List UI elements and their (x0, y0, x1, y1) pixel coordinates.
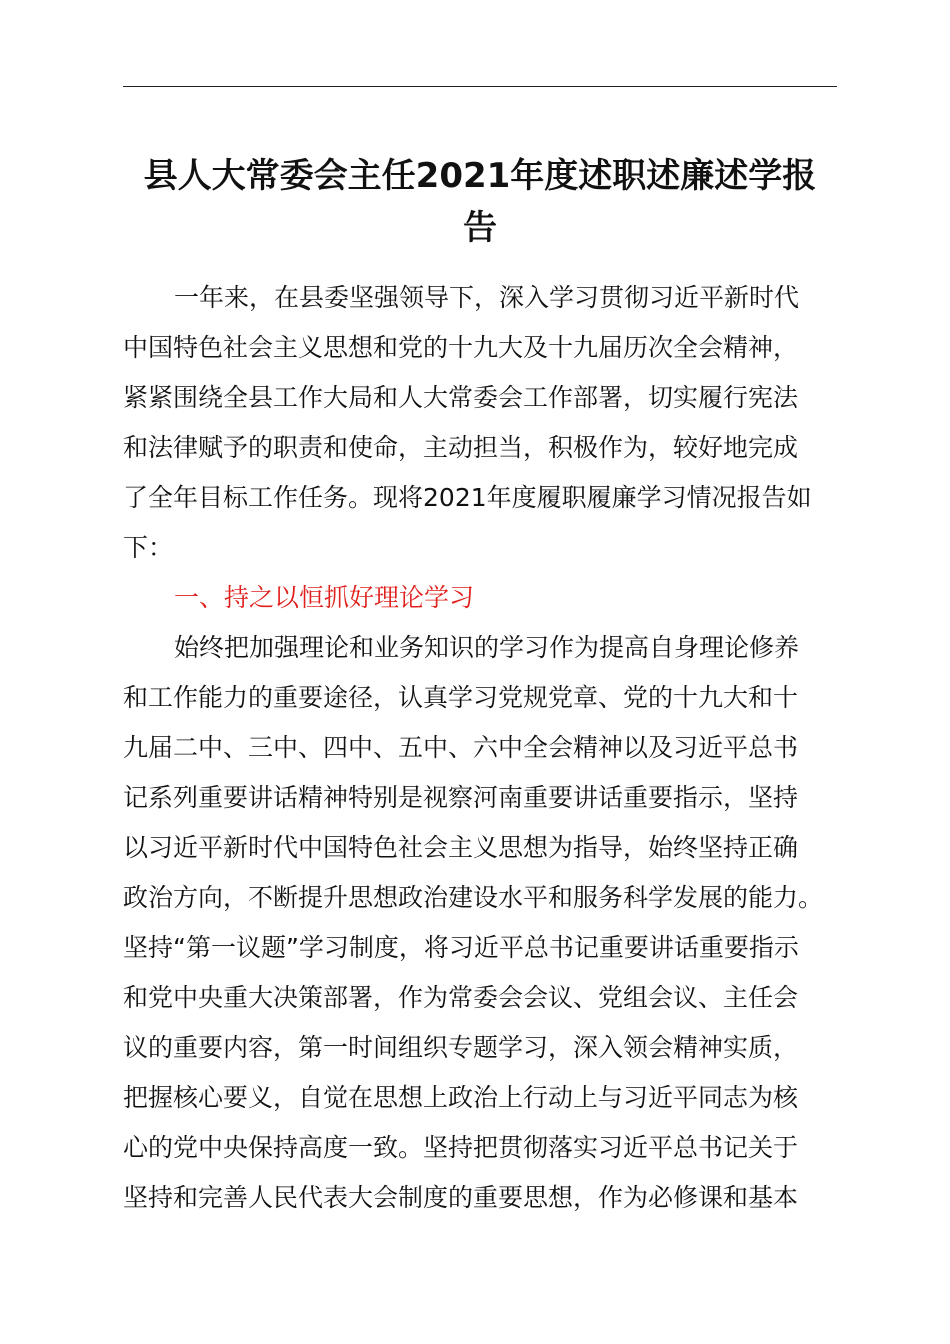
paragraph-line: 和党中央重大决策部署，作为常委会会议、党组会议、主任会 (123, 983, 799, 1012)
title-line-2: 告 (463, 208, 497, 248)
section-heading: 一、持之以恒抓好理论学习 (174, 583, 475, 612)
title-line-1: 县人大常委会主任2021年度述职述廉述学报 (143, 156, 817, 196)
paragraph-line: 心的党中央保持高度一致。坚持把贯彻落实习近平总书记关于 (123, 1133, 799, 1162)
paragraph-line: 始终把加强理论和业务知识的学习作为提高自身理论修养 (174, 633, 800, 662)
paragraph-line: 下： (123, 533, 174, 562)
paragraph-line: 和法律赋予的职责和使命，主动担当，积极作为，较好地完成 (123, 433, 799, 462)
paragraph-line: 了全年目标工作任务。现将2021年度履职履廉学习情况报告如 (123, 483, 812, 512)
paragraph-line: 议的重要内容，第一时间组织专题学习，深入领会精神实质， (123, 1033, 799, 1062)
paragraph-line: 中国特色社会主义思想和党的十九大及十九届历次全会精神， (123, 333, 799, 362)
paragraph-line: 把握核心要义，自觉在思想上政治上行动上与习近平同志为核 (123, 1083, 799, 1112)
paragraph-line: 坚持“第一议题”学习制度，将习近平总书记重要讲话重要指示 (123, 933, 799, 962)
header-rule (123, 86, 837, 87)
paragraph-line: 一年来，在县委坚强领导下，深入学习贯彻习近平新时代 (174, 283, 800, 312)
paragraph-line: 紧紧围绕全县工作大局和人大常委会工作部署，切实履行宪法 (123, 383, 799, 412)
paragraph-line: 坚持和完善人民代表大会制度的重要思想，作为必修课和基本 (123, 1183, 799, 1212)
paragraph-line: 和工作能力的重要途径，认真学习党规党章、党的十九大和十 (123, 683, 799, 712)
paragraph-line: 九届二中、三中、四中、五中、六中全会精神以及习近平总书 (123, 733, 799, 762)
paragraph-line: 政治方向，不断提升思想政治建设水平和服务科学发展的能力。 (123, 883, 824, 912)
paragraph-line: 记系列重要讲话精神特别是视察河南重要讲话重要指示，坚持 (123, 783, 799, 812)
document-title (118, 150, 842, 254)
paragraph-line: 以习近平新时代中国特色社会主义思想为指导，始终坚持正确 (123, 833, 799, 862)
